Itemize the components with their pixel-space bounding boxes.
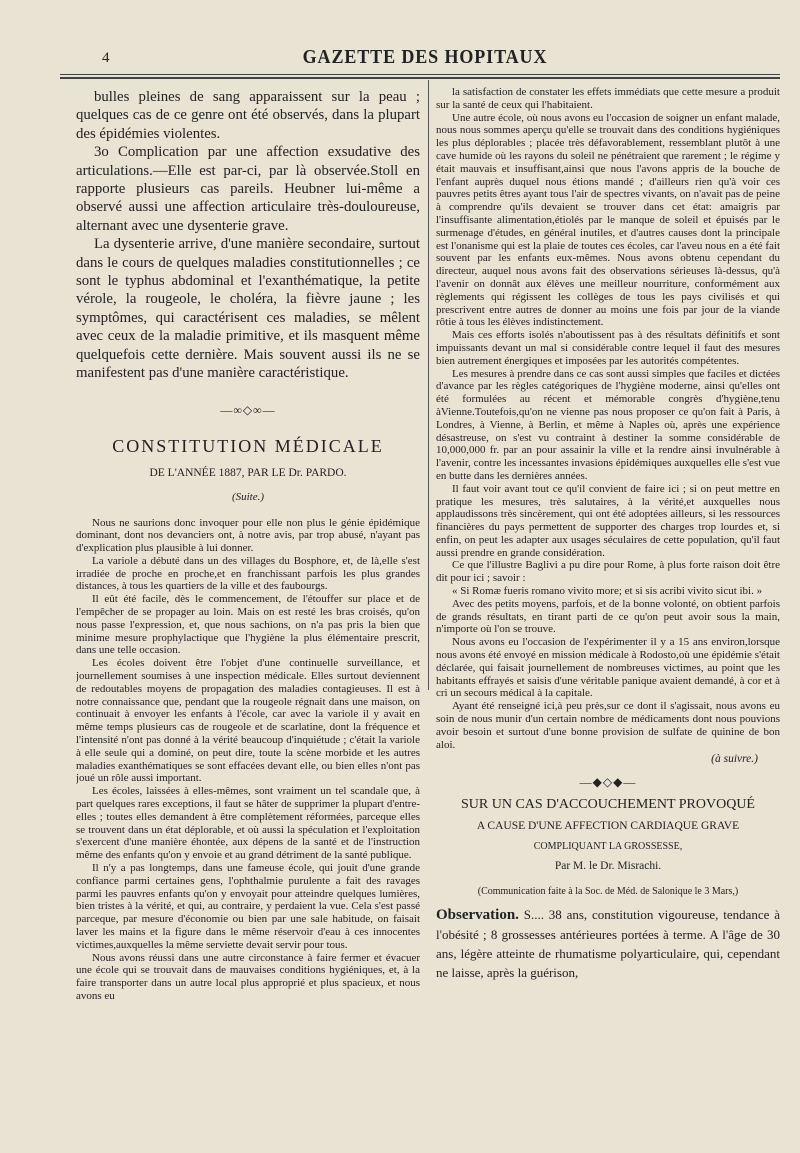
observation <box>436 905 780 982</box>
page-number: 4 <box>102 50 110 66</box>
paragraph: Une autre école, où nous avons eu l'occasion de soigner un enfant malade, nous nous sommes aperçu qu'elle se trouvait dans des conditions hygiéniques les plus déplorables ; placée très défavorablement, ressemblant plutôt à une cave humide où les rayons du soleil ne pénétraient que rarement ; le régime y était mauvais et insuffisant,ainsi que nous l'avons appris de la bouche de l'enfant auprès duquel nous étions mandé ; d'ailleurs rien qu'à voir ces pauvres petits êtres ayant tous l'air de spectres vivants, on n'avait pas de peine à comprendre qu'ils devaient se trouver dans cet état: amaigris par l'insuffisante alimentation,étiolés par le manque de soleil et épuisés par le surmenage d'études, en général inutiles, et d'autres causes dont la principale est l'onanisme qui est la plaie de toutes ces écoles, car l'aveu nous en a été fait souvent par les enfants eux-mêmes. Nous avons obtenu cependant du directeur, auquel nous avons fait des observations sérieuses là-dessus, qu'à l'avenir on donnât aux élèves une meilleur nourriture, conformément aux règlements qui régissent les collèges de tous les pays civilisés et qui prescrivent entre autres de donner au moins une fois par jour de la viande rôtie à tous les élèves indistinctement. <box>436 111 780 329</box>
paragraph: La variole a débuté dans un des villages du Bosphore, et, de là,elle s'est irradiée de proche en proche,et en franchissant parfois les plus grandes distances, à tous les quartiers de la ville et des faubourgs. <box>76 554 420 593</box>
article-title: SUR UN CAS D'ACCOUCHEMENT PROVOQUÉ <box>461 797 755 813</box>
left-column <box>76 88 420 1098</box>
to-be-continued: (à suivre.) <box>711 753 758 766</box>
observation-paragraph <box>436 905 780 982</box>
paragraph: 3o Complication par une affection exsudative des articulations.—Elle est par-ci, par là observée.Stoll en rapporte plusieurs cas pareils. Heubner lui-même a observé aussi une affection articulaire très-douloureuse, alternant avec une dysenterie grave. <box>76 144 420 234</box>
paragraph: « Si Romæ fueris romano vivito more; et si sis acribi vivito sicut ibi. » <box>452 585 763 598</box>
paragraph: Ce que l'illustre Baglivi a pu dire pour Rome, à plus forte raison doit être dit pour ici ; savoir : <box>436 559 780 585</box>
paragraph: Ayant été renseigné ici,à peu près,sur ce dont il s'agissait, nous avons eu soin de nous munir d'un certain nombre de médicaments dont nous pouvions avoir besoin et surtout d'une bonne provision de sulfate de quinine de bon aloi. <box>436 700 780 751</box>
paragraph: La dysenterie arrive, d'une manière secondaire, surtout dans le cours de quelques maladies constitutionnelles ; ce sont le typhus abdominal et l'exanthématique, la petite vérole, la rougeole, le choléra, la fièvre jaune ; les symptômes, qui caractérisent ces maladies, se mêlent avec ceux de la maladie primitive, et ils masquent même quelquefois cette dernière. Mais souvent aussi ils ne se manifestent pas d'une manière caractéristique. <box>76 236 420 382</box>
journal-title: GAZETTE DES HOPITAUX <box>302 46 548 68</box>
intro-text <box>76 88 420 383</box>
observation-label: Observation. <box>436 907 519 924</box>
header-rule <box>60 74 780 75</box>
section-subtitle: DE L'ANNÉE 1887, PAR LE Dr. PARDO. <box>149 466 347 479</box>
paragraph: Il eût été facile, dès le commencement, de l'étouffer sur place et de l'empêcher de se propager au loin. Mais on est resté les bras croisés, qu'on nous passe l'expression, et, que nous sachions, on n'a pas pris la bien que minime mesure prophylactique que l'hygiène la plus élémentaire prescrit, dans une telle occasion. <box>76 593 420 657</box>
paragraph: Les mesures à prendre dans ce cas sont aussi simples que faciles et dictées d'avance par les règles catégoriques de l'hygiène moderne, ainsi qu'elles ont été formulées au récent et mémorable congrès d'hygiène,tenu àVienne.Toutefois,qu'on ne vienne pas nous proposer ce qu'on fait à Paris, à Londres, à Vienne, à Berlin, et même à Naples où, après une expérience désastreuse, on s'est vu contraint à destiner la somme considérable de 10,000,000 fr. par an pour assainir la ville et la rendre ainsi invulnérable à l'avenir, contre les incessantes invasions épidémiques auxquelles elle s'est vue en butte dans les dernières années. <box>436 367 780 482</box>
observation-text: S.... 38 ans, constitution vigoureuse, tendance à l'obésité ; 8 grossesses antérieures portées à terme. A l'âge de 30 ans, légère atteinte de rhumatisme polyarticulaire, qui, cependant ne laisse, après la guérison, <box>436 907 780 981</box>
article-body-continued <box>436 86 780 751</box>
paragraph: Il n'y a pas longtemps, dans une fameuse école, qui jouit d'une grande confiance parmi certaines gens, l'ophthalmie purulente a fait des ravages parmi les pauvres enfants qu'on y envoyait pour atteindre quelques lumières, bien tristes à la vérité, et qui, au contraire, y perdaient la vue. Cela s'est passé parceque, par mesure d'économie ou bien par une sale habitude, on faisait laver les mains et la figure dans le même réservoir d'eau à ces innocentes victimes,auxquelles la même serviette devait servir pour tous. <box>76 862 420 951</box>
section-ornament: —◆◇◆— <box>579 775 637 790</box>
section-title: CONSTITUTION MÉDICALE <box>112 435 384 456</box>
article-body <box>76 517 420 1003</box>
article-subtitle-2: COMPLIQUANT LA GROSSESSE, <box>533 841 683 853</box>
paragraph: Les écoles, laissées à elles-mêmes, sont vraiment un tel scandale que, à part quelques rares exceptions, il faut se hâter de supprimer la plupart d'entre-elles ; toutes elles demandent à être complètement réformées, parceque elles se trouvent dans un état déplorable, et où aussi la spéculation et l'exploitation s'exercent d'une manière éhontée, aux dépens de la santé et de l'instruction même des enfants qu'on y envoie et au grand détriment de la santé publique. <box>76 785 420 862</box>
page-header <box>60 46 790 76</box>
header-rule-thick <box>60 77 780 79</box>
paragraph: Avec des petits moyens, parfois, et de la bonne volonté, on obtient parfois de grands résultats, en tirant parti de ce qu'on peut avoir sous la main, n'importe où l'on se trouve. <box>436 597 780 636</box>
paragraph: Les écoles doivent être l'objet d'une continuelle surveillance, et journellement soumises à une inspection médicale. Elles surtout deviennent de redoutables moyens de propagation des maladies contagieuses. Il est à notre connaissance que, pendant que la rougeole régnait dans une maison, on continuait à envoyer les enfants à l'école, car avec la variole il y avait en même temps plusieurs cas de rougeole et de scarlatine, dont la fréquence et l'intensité n'ont pas donné à la vérité beaucoup d'inquiétude ; c'était la variole à elle seule qui a dominé, on peut dire, toute la scène morbide et les autres maladies exanthématiques se sont effacées devant elle, ou bien elles n'ont pas joué un rôle aussi important. <box>76 657 420 785</box>
suite-label: (Suite.) <box>231 490 265 503</box>
column-divider <box>428 80 429 690</box>
article-author: Par M. le Dr. Misrachi. <box>554 860 662 873</box>
section-ornament: —∞◇∞— <box>220 402 276 417</box>
paragraph: Nous avons eu l'occasion de l'expérimenter il y a 15 ans environ,lorsque nous avons été envoyé en mission médicale à Rodosto,où une épidémie s'était déclarée, qui faisait journellement de nombreuses victimes, au point que les habitants effrayés et saisis d'une véritable panique avaient demandé, à cor et à cri un secours médical à la capitale. <box>436 636 780 700</box>
article-subtitle: A CAUSE D'UNE AFFECTION CARDIAQUE GRAVE <box>476 820 740 833</box>
paragraph: la satisfaction de constater les effets immédiats que cette mesure a produit sur la santé de ceux qui l'habitaient. <box>436 86 780 111</box>
communication-note: (Communication faite à la Soc. de Méd. de Salonique le 3 Mars,) <box>477 886 739 898</box>
right-column <box>436 86 780 1096</box>
paragraph: Nous ne saurions donc invoquer pour elle non plus le génie épidémique dominant, dont nos devanciers ont, à notre avis, par trop abusé, n'ayant pas d'explication plus plausible à lui donner. <box>76 516 420 555</box>
paragraph: Nous avons réussi dans une autre circonstance à faire fermer et évacuer une école qui se trouvait dans de mauvaises conditions hygiéniques, et, à la faire transporter dans un autre local plus approprié et plus spacieux, et nous avons eu <box>76 951 420 1002</box>
paragraph: Il faut voir avant tout ce qu'il convient de faire ici ; si on peut mettre en pratique les mesures, très salutaires, à la vérité,et auxquelles nous applaudissons très sincèrement, qui ont été adoptées ailleurs, si les ressources financières du pays permettent de supporter des charges trop lourdes et, si enfin, on peut les adapter aux usages séculaires de cette population, qu'il faut aussi prendre en grande considération. <box>436 482 780 559</box>
paragraph: Mais ces efforts isolés n'aboutissent pas à des résultats définitifs et sont impuissants devant un mal si considérable contre lequel il faut des mesures bien autrement énergiques et imposées par les autorités compétentes. <box>436 329 780 367</box>
paragraph: bulles pleines de sang apparaissent sur la peau ; quelques cas de ce genre ont été observés, dans la plupart des épidémies violentes. <box>76 89 420 142</box>
